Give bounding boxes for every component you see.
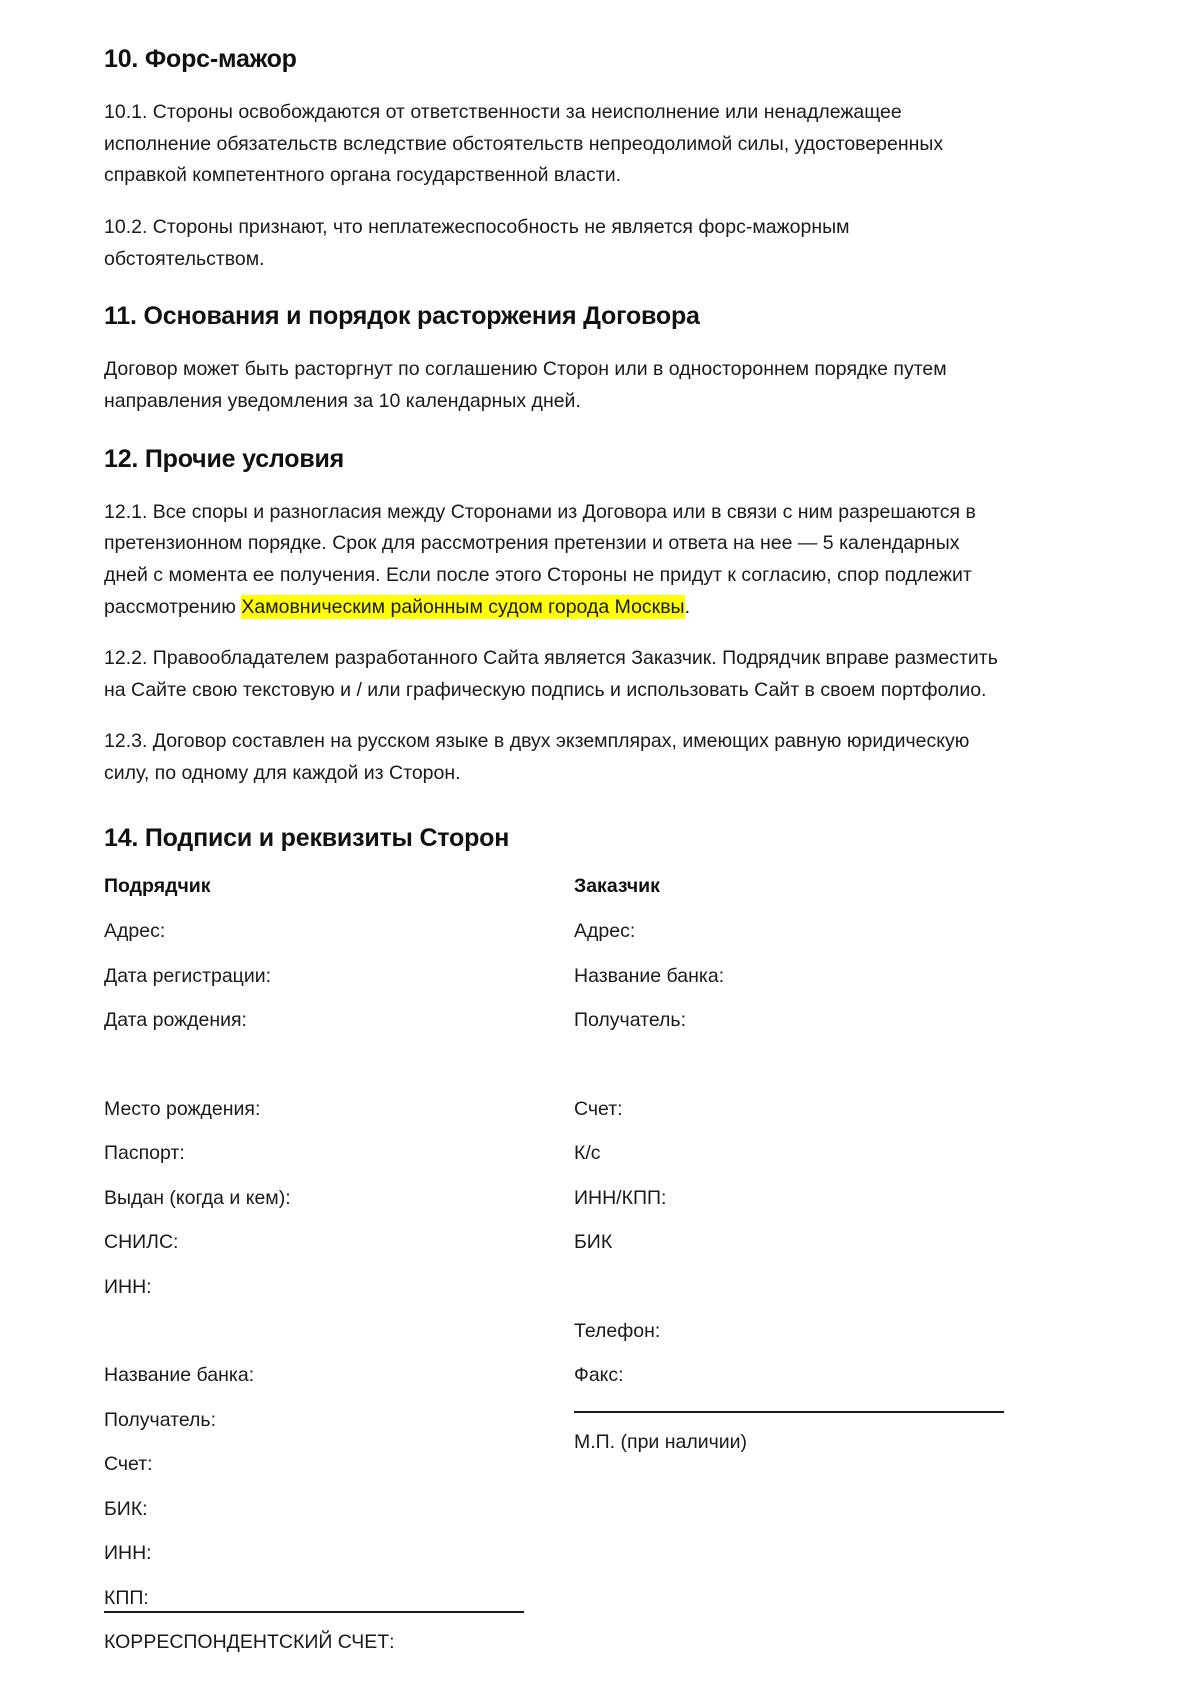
heading-termination: 11. Основания и порядок расторжения Договора — [104, 302, 700, 331]
contractor-fields-list — [104, 922, 574, 1653]
field-label: Счет: — [574, 1097, 623, 1120]
contractor-signature-rule-wrap — [104, 1611, 524, 1613]
contractor-column — [104, 874, 574, 1678]
field-label: Выдан (когда и кем): — [104, 1186, 291, 1209]
field-label: Паспорт: — [104, 1142, 185, 1165]
field-label: Счет: — [104, 1453, 153, 1476]
field-label: К/с — [574, 1142, 601, 1165]
field-label: КПП: — [104, 1586, 149, 1609]
contractor-signature-rule — [104, 1611, 524, 1613]
client-column — [574, 874, 1104, 1678]
field-label: ИНН: — [104, 1275, 152, 1298]
client-signature-rule — [574, 1411, 1004, 1413]
paragraph-12-1-text-before-highlight: 12.1. Все споры и разногласия между Сторонами из Договора или в связи с ним разрешаются в претензионном порядке. Срок для рассмотрения претензии и ответа на нее — 5 календарных дней с момента ее получения. Если после этого Стороны не придут к согласию, спор подлежит рассмотрению — [104, 500, 976, 618]
paragraph-10-1: 10.1. Стороны освобождаются от ответственности за неисполнение или ненадлежащее исполнение обязательств вследствие обстоятельств непреодолимой силы, удостоверенных справкой компетентного органа государственной власти. — [104, 101, 944, 187]
field-label: Название банка: — [574, 964, 725, 987]
field-label: Получатель: — [574, 1009, 687, 1032]
signatures-grid — [104, 874, 1104, 1678]
field-label: КОРРЕСПОНДЕНТСКИЙ СЧЕТ: — [104, 1631, 395, 1654]
field-label: Адрес: — [574, 920, 636, 943]
paragraph-10-2: 10.2. Стороны признают, что неплатежеспособность не является форс-мажорным обстоятельством. — [104, 215, 850, 270]
paragraph-12-3: 12.3. Договор составлен на русском языке в двух экземплярах, имеющих равную юридическую силу, по одному для каждой из Сторон. — [104, 730, 970, 784]
signatures-section — [104, 823, 1104, 1677]
heading-force-majeure: 10. Форс-мажор — [104, 45, 297, 73]
highlighted-court-name: Хамовническим районным судом города Москвы — [241, 595, 685, 618]
field-label: ИНН: — [104, 1542, 152, 1565]
field-label: Адрес: — [104, 920, 166, 943]
client-fields-list — [574, 922, 1104, 1386]
field-label: Место рождения: — [104, 1097, 261, 1120]
contractor-title: Подрядчик — [104, 874, 211, 897]
client-title: Заказчик — [574, 874, 660, 897]
field-label: Название банка: — [104, 1364, 255, 1387]
field-label: Дата регистрации: — [104, 964, 272, 987]
field-label: Телефон: — [574, 1319, 661, 1342]
field-label: ИНН/КПП: — [574, 1186, 667, 1209]
field-label: БИК — [574, 1231, 613, 1254]
paragraph-12-1-text-after-highlight: . — [684, 595, 690, 618]
paragraph-11-1: Договор может быть расторгнут по соглашению Сторон или в одностороннем порядке путем направления уведомления за 10 календарных дней. — [104, 358, 947, 412]
paragraph-12-1 — [104, 497, 1004, 623]
field-label: БИК: — [104, 1497, 148, 1520]
field-label: Дата рождения: — [104, 1009, 247, 1032]
client-stamp-note: М.П. (при наличии) — [574, 1430, 748, 1453]
heading-signatures: 14. Подписи и реквизиты Сторон — [104, 824, 510, 853]
paragraph-12-2: 12.2. Правообладателем разработанного Сайта является Заказчик. Подрядчик вправе разместить на Сайте свою текстовую и / или графическую подпись и использовать Сайт в своем портфолио. — [104, 647, 998, 701]
field-label: Факс: — [574, 1364, 624, 1387]
field-label: Получатель: — [104, 1408, 217, 1431]
field-label: СНИЛС: — [104, 1231, 179, 1254]
heading-misc-conditions: 12. Прочие условия — [104, 444, 345, 473]
